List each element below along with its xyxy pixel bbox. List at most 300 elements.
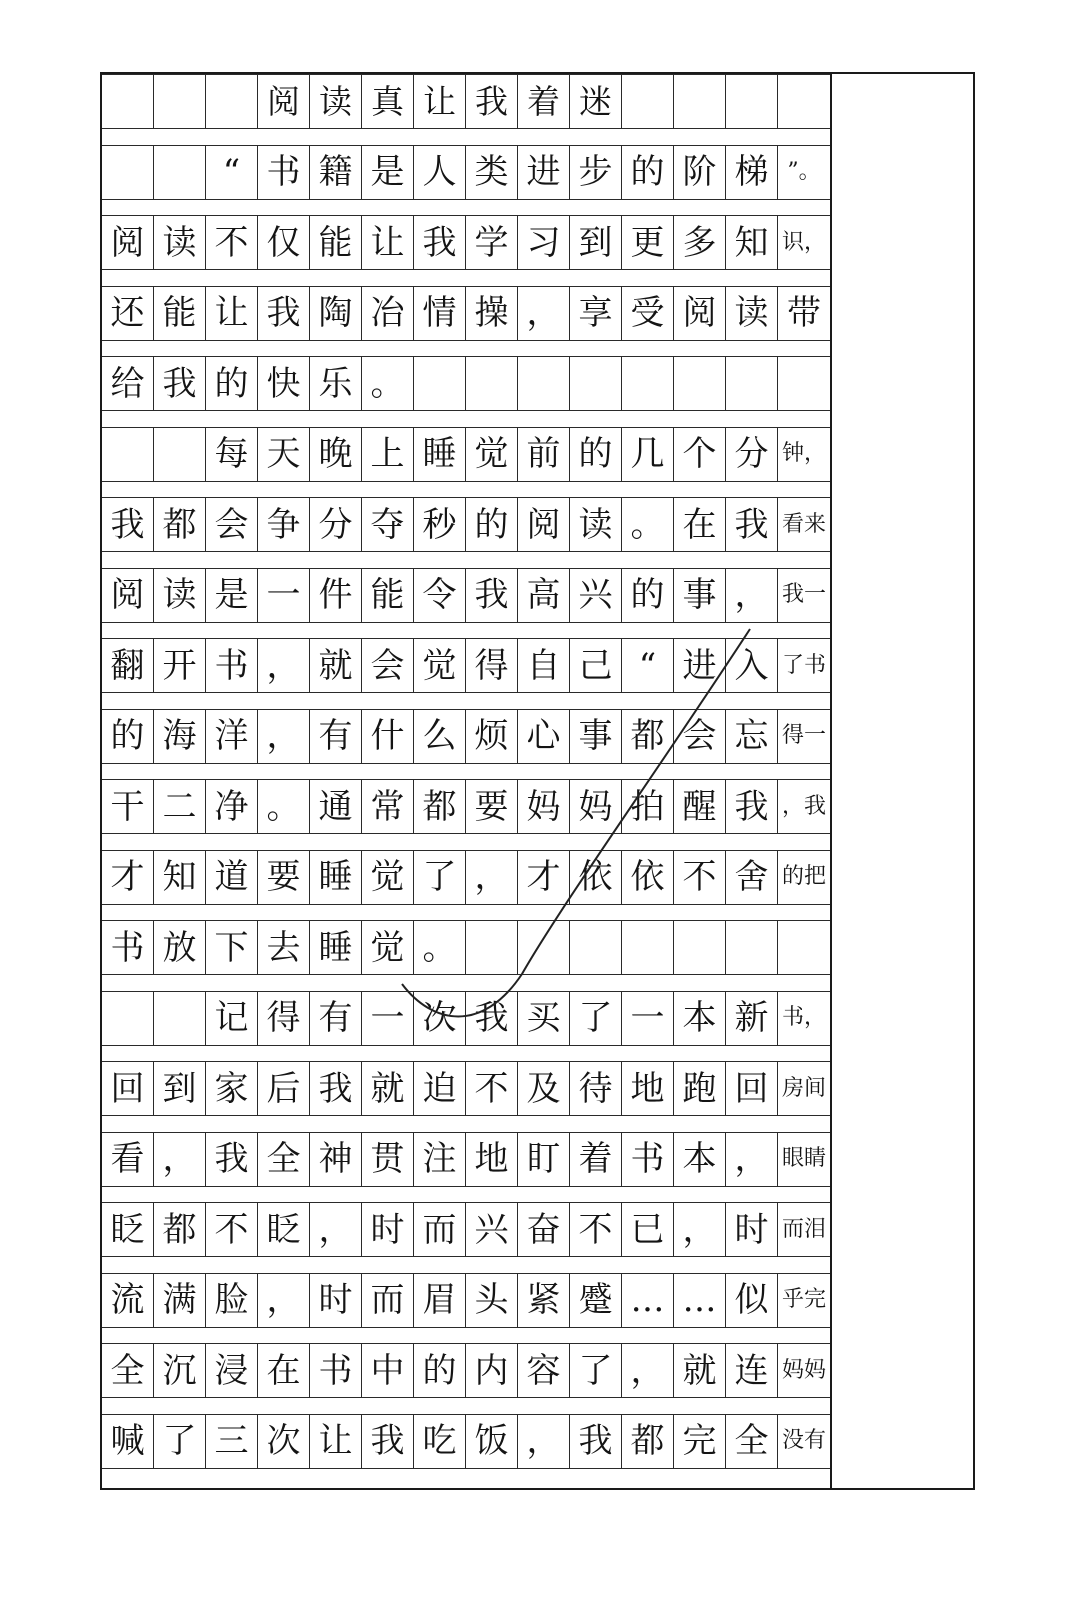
text-row bbox=[102, 1343, 830, 1398]
grid-cell: ， bbox=[518, 287, 570, 340]
grid-cell: 到 bbox=[570, 216, 622, 269]
grid-cell: 的 bbox=[622, 146, 674, 199]
grid-cell: “ bbox=[622, 639, 674, 692]
grid-cell bbox=[414, 357, 466, 410]
grid-cell: 盯 bbox=[518, 1133, 570, 1186]
grid-cell: 净 bbox=[206, 780, 258, 833]
grid-cell: 天 bbox=[258, 428, 310, 481]
grid-cell: 我 bbox=[362, 1415, 414, 1468]
grid-cell: ， bbox=[518, 1415, 570, 1468]
grid-cell: 阅 bbox=[102, 216, 154, 269]
grid-cell: 一 bbox=[622, 992, 674, 1045]
grid-cell: 书 bbox=[102, 921, 154, 974]
grid-cell: 读 bbox=[570, 498, 622, 551]
text-row bbox=[102, 779, 830, 834]
grid-cell: 读 bbox=[726, 287, 778, 340]
grid-cell: ， bbox=[154, 1133, 206, 1186]
grid-cell: 读 bbox=[310, 75, 362, 128]
grid-cell: 都 bbox=[414, 780, 466, 833]
grid-cell: 本 bbox=[674, 1133, 726, 1186]
grid-cell bbox=[102, 75, 154, 128]
grid-cell: 紧 bbox=[518, 1274, 570, 1327]
grid-cell: 下 bbox=[206, 921, 258, 974]
text-row bbox=[102, 1061, 830, 1116]
grid-cell: 不 bbox=[206, 216, 258, 269]
grid-cell: 钟， bbox=[781, 441, 826, 466]
grid-cell: 记 bbox=[206, 992, 258, 1045]
grid-cell: 浸 bbox=[206, 1344, 258, 1397]
grid-cell: 更 bbox=[622, 216, 674, 269]
grid-cell: 全 bbox=[102, 1344, 154, 1397]
grid-cell: 我 bbox=[310, 1062, 362, 1115]
grid-cell: 进 bbox=[518, 146, 570, 199]
grid-cell: 高 bbox=[518, 569, 570, 622]
grid-cell: 神 bbox=[310, 1133, 362, 1186]
grid-cell: 眨 bbox=[102, 1203, 154, 1256]
grid-cell: 步 bbox=[570, 146, 622, 199]
grid-cell: 后 bbox=[258, 1062, 310, 1115]
grid-cell: 眉 bbox=[414, 1274, 466, 1327]
grid-cell: 烦 bbox=[466, 710, 518, 763]
grid-cell: 就 bbox=[310, 639, 362, 692]
grid-cell: 干 bbox=[102, 780, 154, 833]
grid-cell: 睡 bbox=[310, 851, 362, 904]
grid-cell: 去 bbox=[258, 921, 310, 974]
grid-cell: 每 bbox=[206, 428, 258, 481]
grid-cell: 跑 bbox=[674, 1062, 726, 1115]
grid-cell: 上 bbox=[362, 428, 414, 481]
grid-cell bbox=[726, 75, 778, 128]
grid-cell bbox=[726, 921, 778, 974]
grid-cell: 饭 bbox=[466, 1415, 518, 1468]
grid-cell: 能 bbox=[310, 216, 362, 269]
grid-cell: 而 bbox=[362, 1274, 414, 1327]
grid-cell: 晚 bbox=[310, 428, 362, 481]
grid-cell: 冶 bbox=[362, 287, 414, 340]
grid-cell: 什 bbox=[362, 710, 414, 763]
grid-cell: 有 bbox=[310, 992, 362, 1045]
grid-cell: 进 bbox=[674, 639, 726, 692]
grid-cell: 依 bbox=[622, 851, 674, 904]
grid-cell: 都 bbox=[622, 710, 674, 763]
grid-cell: 习 bbox=[518, 216, 570, 269]
grid-cell: 着 bbox=[570, 1133, 622, 1186]
grid-cell: 及 bbox=[518, 1062, 570, 1115]
grid-cell: 完 bbox=[674, 1415, 726, 1468]
grid-cell: 不 bbox=[570, 1203, 622, 1256]
grid-cell: 我 bbox=[570, 1415, 622, 1468]
grid-cell: 才 bbox=[518, 851, 570, 904]
grid-cell: 看 bbox=[102, 1133, 154, 1186]
grid-cell: 要 bbox=[258, 851, 310, 904]
grid-cell: 不 bbox=[674, 851, 726, 904]
grid-cell: 中 bbox=[362, 1344, 414, 1397]
text-row bbox=[102, 1273, 830, 1328]
grid-cell: 的把 bbox=[781, 864, 826, 889]
grid-cell: 真 bbox=[362, 75, 414, 128]
grid-cell: 分 bbox=[310, 498, 362, 551]
grid-cell: 的 bbox=[206, 357, 258, 410]
text-row bbox=[102, 427, 830, 482]
grid-cell: 三 bbox=[206, 1415, 258, 1468]
grid-cell: 识， bbox=[781, 229, 826, 255]
grid-cell: 了 bbox=[570, 992, 622, 1045]
grid-cell: 学 bbox=[466, 216, 518, 269]
grid-cell: 眼睛 bbox=[781, 1146, 826, 1171]
grid-cell: 乎完 bbox=[781, 1287, 826, 1312]
grid-cell: 情 bbox=[414, 287, 466, 340]
grid-cell: 兴 bbox=[570, 569, 622, 622]
text-row bbox=[102, 568, 830, 623]
grid-cell: 看来 bbox=[781, 511, 826, 537]
grid-cell: 让 bbox=[414, 75, 466, 128]
grid-cell: 家 bbox=[206, 1062, 258, 1115]
grid-cell: 洋 bbox=[206, 710, 258, 763]
grid-cell: 阅 bbox=[258, 75, 310, 128]
grid-cell: 就 bbox=[674, 1344, 726, 1397]
grid-cell: “ bbox=[206, 146, 258, 199]
grid-cell: 妈 bbox=[570, 780, 622, 833]
grid-cell: 享 bbox=[570, 287, 622, 340]
grid-cell: 迫 bbox=[414, 1062, 466, 1115]
grid-cell: 不 bbox=[466, 1062, 518, 1115]
grid-cell: 妈 bbox=[518, 780, 570, 833]
grid-cell: 阅 bbox=[518, 498, 570, 551]
grid-cell: 事 bbox=[674, 569, 726, 622]
grid-cell: 会 bbox=[362, 639, 414, 692]
grid-cell: 的 bbox=[102, 710, 154, 763]
text-row bbox=[102, 920, 830, 975]
grid-cell: 会 bbox=[206, 498, 258, 551]
grid-cell: 带 bbox=[787, 293, 821, 333]
grid-cell: 新 bbox=[726, 992, 778, 1045]
grid-cell: 贯 bbox=[362, 1133, 414, 1186]
text-row bbox=[102, 286, 830, 341]
grid-cell: 我 bbox=[726, 780, 778, 833]
grid-cell: 仅 bbox=[258, 216, 310, 269]
grid-cell: 我 bbox=[726, 498, 778, 551]
grid-cell: 不 bbox=[206, 1203, 258, 1256]
grid-cell: ， bbox=[310, 1203, 362, 1256]
grid-cell: ， bbox=[258, 639, 310, 692]
grid-cell: 蹙 bbox=[570, 1274, 622, 1327]
grid-cell: 书 bbox=[310, 1344, 362, 1397]
grid-cell: ， bbox=[466, 851, 518, 904]
grid-cell: 让 bbox=[310, 1415, 362, 1468]
grid-cell: 地 bbox=[622, 1062, 674, 1115]
grid-cell: 觉 bbox=[362, 851, 414, 904]
grid-cell: 受 bbox=[622, 287, 674, 340]
grid-cell: 读 bbox=[154, 216, 206, 269]
grid-cell: 开 bbox=[154, 639, 206, 692]
grid-cell: 都 bbox=[622, 1415, 674, 1468]
grid-cell bbox=[102, 428, 154, 481]
grid-cell: 快 bbox=[258, 357, 310, 410]
grid-cell: 回 bbox=[726, 1062, 778, 1115]
title-row bbox=[102, 74, 830, 129]
grid-cell: ， bbox=[258, 1274, 310, 1327]
grid-cell: 了 bbox=[154, 1415, 206, 1468]
grid-cell: 入 bbox=[726, 639, 778, 692]
text-row bbox=[102, 215, 830, 270]
grid-cell: 得 bbox=[258, 992, 310, 1045]
grid-cell: 翻 bbox=[102, 639, 154, 692]
grid-cell: 时 bbox=[726, 1203, 778, 1256]
grid-cell: 就 bbox=[362, 1062, 414, 1115]
grid-cell: 着 bbox=[518, 75, 570, 128]
grid-cell: 次 bbox=[414, 992, 466, 1045]
grid-cell: ， bbox=[622, 1344, 674, 1397]
grid-cell: 内 bbox=[466, 1344, 518, 1397]
grid-cell: ， bbox=[726, 569, 778, 622]
grid-cell: 我 bbox=[102, 498, 154, 551]
grid-cell: 我 bbox=[466, 75, 518, 128]
grid-cell: 喊 bbox=[102, 1415, 154, 1468]
grid-cell: 回 bbox=[102, 1062, 154, 1115]
grid-cell: 都 bbox=[154, 498, 206, 551]
grid-cell: 的 bbox=[414, 1344, 466, 1397]
grid-cell: 房间 bbox=[781, 1075, 826, 1101]
grid-cell: 没有 bbox=[781, 1428, 826, 1453]
grid-cell: ”。 bbox=[787, 159, 821, 184]
grid-cell: 二 bbox=[154, 780, 206, 833]
grid-cell: 得 bbox=[466, 639, 518, 692]
grid-cell: 陶 bbox=[310, 287, 362, 340]
grid-cell bbox=[518, 921, 570, 974]
grid-cell: ，我 bbox=[781, 793, 826, 819]
grid-cell: 时 bbox=[310, 1274, 362, 1327]
grid-cell: 流 bbox=[102, 1274, 154, 1327]
grid-cell: 籍 bbox=[310, 146, 362, 199]
grid-cell bbox=[570, 357, 622, 410]
grid-cell: 知 bbox=[726, 216, 778, 269]
grid-cell: 。 bbox=[622, 498, 674, 551]
grid-cell: 吃 bbox=[414, 1415, 466, 1468]
grid-cell: 眨 bbox=[258, 1203, 310, 1256]
grid-cell: 容 bbox=[518, 1344, 570, 1397]
grid-cell: 么 bbox=[414, 710, 466, 763]
grid-cell: 阅 bbox=[674, 287, 726, 340]
grid-cell: 知 bbox=[154, 851, 206, 904]
grid-cell: 梯 bbox=[726, 146, 778, 199]
grid-cell: 海 bbox=[154, 710, 206, 763]
composition-sheet bbox=[100, 72, 975, 1490]
grid-cell bbox=[622, 357, 674, 410]
grid-cell bbox=[466, 357, 518, 410]
grid-cell: 觉 bbox=[362, 921, 414, 974]
grid-cell: 要 bbox=[466, 780, 518, 833]
grid-cell: 我 bbox=[154, 357, 206, 410]
grid-cell: 能 bbox=[154, 287, 206, 340]
grid-cell: 时 bbox=[362, 1203, 414, 1256]
text-row bbox=[102, 991, 830, 1046]
grid-cell: 是 bbox=[362, 146, 414, 199]
grid-cell bbox=[154, 428, 206, 481]
grid-cell: 地 bbox=[466, 1133, 518, 1186]
grid-cell: 书 bbox=[622, 1133, 674, 1186]
grid-cell: 多 bbox=[674, 216, 726, 269]
grid-cell bbox=[102, 992, 154, 1045]
grid-cell: 次 bbox=[258, 1415, 310, 1468]
grid-cell: 一 bbox=[362, 992, 414, 1045]
grid-cell: 到 bbox=[154, 1062, 206, 1115]
grid-cell: … bbox=[622, 1274, 674, 1327]
grid-cell: … bbox=[674, 1274, 726, 1327]
grid-cell: 书 bbox=[206, 639, 258, 692]
grid-cell: 而泪 bbox=[781, 1216, 826, 1242]
grid-cell: 满 bbox=[154, 1274, 206, 1327]
grid-cell: 让 bbox=[206, 287, 258, 340]
grid-cell: 头 bbox=[466, 1274, 518, 1327]
text-row bbox=[102, 638, 830, 693]
grid-cell: 一 bbox=[258, 569, 310, 622]
grid-cell bbox=[154, 75, 206, 128]
grid-cell bbox=[726, 357, 778, 410]
grid-cell: 几 bbox=[622, 428, 674, 481]
grid-cell: 都 bbox=[154, 1203, 206, 1256]
grid-cell: 阶 bbox=[674, 146, 726, 199]
text-row bbox=[102, 1414, 830, 1469]
grid-cell: 放 bbox=[154, 921, 206, 974]
grid-cell: 令 bbox=[414, 569, 466, 622]
grid-cell: 会 bbox=[674, 710, 726, 763]
grid-cell: 才 bbox=[102, 851, 154, 904]
grid-cell: 我 bbox=[414, 216, 466, 269]
grid-cell bbox=[778, 921, 830, 974]
grid-cell: 睡 bbox=[310, 921, 362, 974]
grid-cell: 我一 bbox=[781, 582, 826, 607]
grid-cell: 件 bbox=[310, 569, 362, 622]
text-row bbox=[102, 145, 830, 200]
grid-cell: 常 bbox=[362, 780, 414, 833]
grid-cell: 而 bbox=[414, 1203, 466, 1256]
grid-cell: 的 bbox=[570, 428, 622, 481]
grid-cell: 得一 bbox=[781, 723, 826, 748]
grid-cell: 是 bbox=[206, 569, 258, 622]
grid-cell bbox=[154, 992, 206, 1045]
grid-cell: 有 bbox=[310, 710, 362, 763]
grid-cell: 自 bbox=[518, 639, 570, 692]
grid-cell: 沉 bbox=[154, 1344, 206, 1397]
grid-cell: ， bbox=[258, 710, 310, 763]
grid-cell: 书， bbox=[781, 1005, 826, 1030]
grid-cell bbox=[778, 357, 830, 410]
grid-cell: 。 bbox=[362, 357, 414, 410]
grid-cell: 我 bbox=[258, 287, 310, 340]
grid-cell bbox=[674, 921, 726, 974]
grid-cell: 兴 bbox=[466, 1203, 518, 1256]
grid-cell: 觉 bbox=[414, 639, 466, 692]
grid-cell: 。 bbox=[414, 921, 466, 974]
grid-cell: ， bbox=[726, 1133, 778, 1186]
grid-cell: 夺 bbox=[362, 498, 414, 551]
grid-cell bbox=[674, 75, 726, 128]
grid-cell: 在 bbox=[674, 498, 726, 551]
grid-cell: 全 bbox=[258, 1133, 310, 1186]
text-row bbox=[102, 356, 830, 411]
grid-cell: 忘 bbox=[726, 710, 778, 763]
grid-cell: 前 bbox=[518, 428, 570, 481]
text-row bbox=[102, 1202, 830, 1257]
grid-cell: 心 bbox=[518, 710, 570, 763]
grid-cell: 读 bbox=[154, 569, 206, 622]
grid-cell: 人 bbox=[414, 146, 466, 199]
grid-cell: 给 bbox=[102, 357, 154, 410]
grid-cell: 舍 bbox=[726, 851, 778, 904]
grid-cell: 我 bbox=[466, 569, 518, 622]
text-row bbox=[102, 1132, 830, 1187]
grid-cell bbox=[466, 921, 518, 974]
grid-cell: 了 bbox=[414, 851, 466, 904]
grid-cell: 待 bbox=[570, 1062, 622, 1115]
text-row bbox=[102, 850, 830, 905]
grid-cell: 睡 bbox=[414, 428, 466, 481]
grid-cell: 了书 bbox=[781, 652, 826, 678]
text-row bbox=[102, 497, 830, 552]
grid-cell: 迷 bbox=[570, 75, 622, 128]
grid-cell bbox=[674, 357, 726, 410]
grid-cell: 争 bbox=[258, 498, 310, 551]
grid-cell: 了 bbox=[570, 1344, 622, 1397]
grid-cell: 本 bbox=[674, 992, 726, 1045]
grid-cell: 觉 bbox=[466, 428, 518, 481]
grid-cell: 拍 bbox=[622, 780, 674, 833]
grid-cell: 已 bbox=[622, 1203, 674, 1256]
grid-cell bbox=[778, 75, 830, 128]
grid-cell: 操 bbox=[466, 287, 518, 340]
grid-cell: 通 bbox=[310, 780, 362, 833]
grid-cell: 乐 bbox=[310, 357, 362, 410]
grid-cell: 阅 bbox=[102, 569, 154, 622]
grid-cell: 脸 bbox=[206, 1274, 258, 1327]
grid-cell bbox=[206, 75, 258, 128]
grid-cell: 能 bbox=[362, 569, 414, 622]
grid-cell: 的 bbox=[466, 498, 518, 551]
grid-cell: 秒 bbox=[414, 498, 466, 551]
grid-cell: 分 bbox=[726, 428, 778, 481]
grid-cell: 己 bbox=[570, 639, 622, 692]
grid-cell bbox=[102, 146, 154, 199]
grid-cell: 书 bbox=[258, 146, 310, 199]
grid-cell: 全 bbox=[726, 1415, 778, 1468]
grid-cell bbox=[622, 75, 674, 128]
grid-cell: 连 bbox=[726, 1344, 778, 1397]
grid-cell: 似 bbox=[726, 1274, 778, 1327]
grid-cell bbox=[570, 921, 622, 974]
grid-cell: 我 bbox=[466, 992, 518, 1045]
grid-cell bbox=[518, 357, 570, 410]
grid-cell: 醒 bbox=[674, 780, 726, 833]
grid-cell bbox=[622, 921, 674, 974]
grid-cell: 注 bbox=[414, 1133, 466, 1186]
grid-cell bbox=[154, 146, 206, 199]
grid-cell: 。 bbox=[258, 780, 310, 833]
grid-cell: ， bbox=[674, 1203, 726, 1256]
grid-cell: 我 bbox=[206, 1133, 258, 1186]
grid-cell: 妈妈 bbox=[781, 1357, 826, 1383]
grid-cell: 个 bbox=[674, 428, 726, 481]
margin-line bbox=[830, 74, 832, 1488]
grid-cell: 的 bbox=[622, 569, 674, 622]
grid-cell: 道 bbox=[206, 851, 258, 904]
grid-cell: 事 bbox=[570, 710, 622, 763]
grid-cell: 类 bbox=[466, 146, 518, 199]
grid-cell: 奋 bbox=[518, 1203, 570, 1256]
grid-cell: 让 bbox=[362, 216, 414, 269]
grid-cell: 买 bbox=[518, 992, 570, 1045]
grid-cell: 还 bbox=[102, 287, 154, 340]
text-row bbox=[102, 709, 830, 764]
